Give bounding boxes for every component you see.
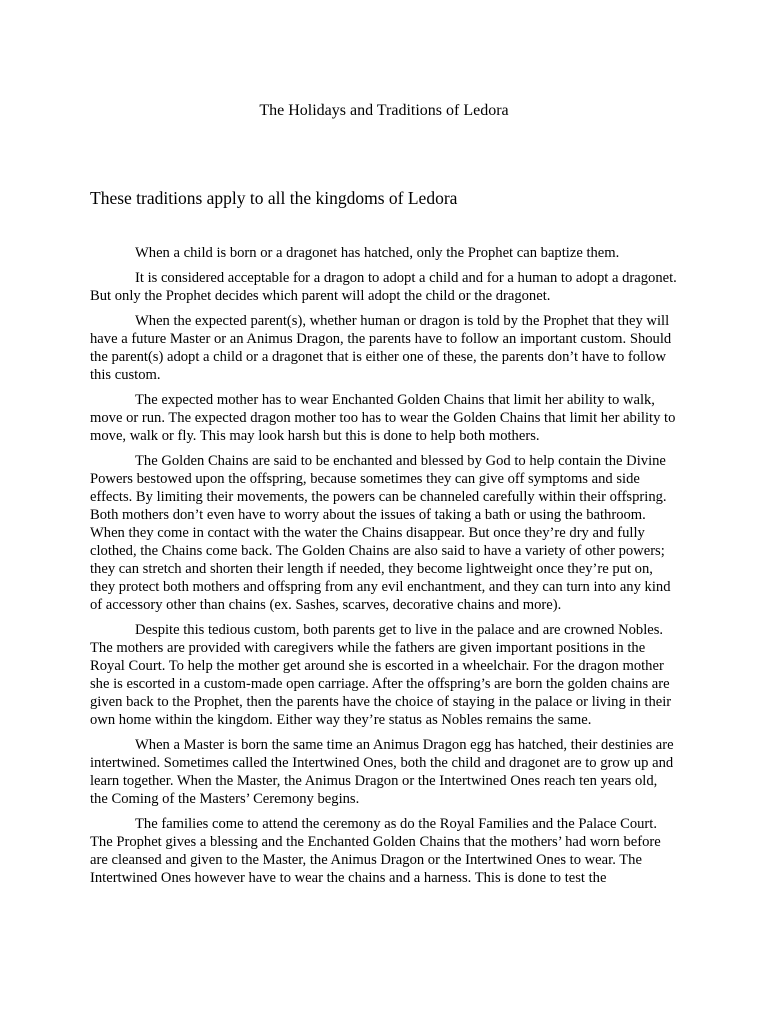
paragraph-1: When a child is born or a dragonet has hatched, only the Prophet can baptize them. <box>135 245 620 261</box>
paragraph-7: When a Master is born the same time an Animus Dragon egg has hatched, their destinies are intertwined. Sometimes called the Intertwined Ones, both the child and dragonet are to grow up and learn together. When the Master, the Animus Dragon or the Intertwined Ones reach ten years old, the Coming of the Masters’ Ceremony begins. <box>90 737 674 807</box>
paragraph-8: The families come to attend the ceremony as do the Royal Families and the Palace Court. The Prophet gives a blessing and the Enchanted Golden Chains that the mothers’ had worn before are cleansed and given to the Master, the Animus Dragon or the Intertwined Ones to wear. The Intertwined Ones however have to wear the chains and a harness. This is done to test the <box>90 816 661 886</box>
paragraph-4: The expected mother has to wear Enchanted Golden Chains that limit her ability to walk, move or run. The expected dragon mother too has to wear the Golden Chains that limit her ability to move, walk or fly. This may look harsh but this is done to help both mothers. <box>90 392 676 444</box>
document-subtitle: These traditions apply to all the kingdoms of Ledora <box>90 188 458 208</box>
paragraph-3: When the expected parent(s), whether human or dragon is told by the Prophet that they will have a future Master or an Animus Dragon, the parents have to follow an important custom. Should the parent(s) adopt a child or a dragonet that is either one of these, the parents don’t have to follow this custom. <box>90 313 672 383</box>
paragraph-2: It is considered acceptable for a dragon to adopt a child and for a human to adopt a dragonet. But only the Prophet decides which parent will adopt the child or the dragonet. <box>90 270 677 304</box>
paragraph-6: Despite this tedious custom, both parents get to live in the palace and are crowned Nobles. The mothers are provided with caregivers while the fathers are given important positions in the Royal Court. To help the mother get around she is escorted in a wheelchair. For the dragon mother she is escorted in a custom-made open carriage. After the offspring’s are born the golden chains are given back to the Prophet, then the parents have the choice of staying in the palace or living in their own home within the kingdom. Either way they’re status as Nobles remains the same. <box>90 622 672 728</box>
document-title: The Holidays and Traditions of Ledora <box>259 102 509 119</box>
paragraph-5: The Golden Chains are said to be enchanted and blessed by God to help contain the Divine Powers bestowed upon the offspring, because sometimes they can give off symptoms and side effects. By limiting their movements, the powers can be channeled carefully within their offspring. Both mothers don’t even have to worry about the issues of taking a bath or using the bathroom. When they come in contact with the water the Chains disappear. But once they’re dry and fully clothed, the Chains come back. The Golden Chains are also said to have a variety of other powers; they can stretch and shorten their length if needed, they become lightweight once they’re put on, they protect both mothers and offspring from any evil enchantment, and they can turn into any kind of accessory other than chains (ex. Sashes, scarves, decorative chains and more). <box>90 453 671 613</box>
document-body <box>90 244 677 894</box>
